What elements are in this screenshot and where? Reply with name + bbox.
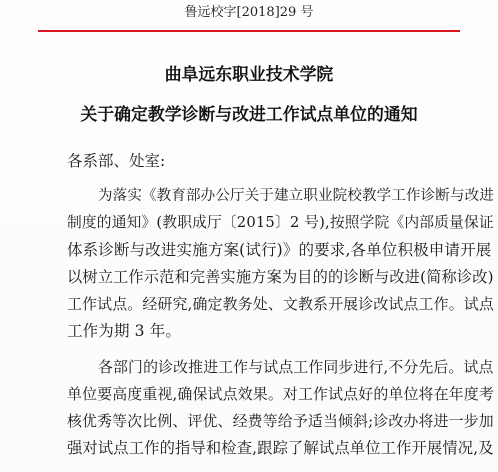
body-line: 为落实《教育部办公厅关于建立职业院校教学工作诊断与改进: [98, 188, 494, 204]
body-line: 体系诊断与改进实施方案(试行)》的要求,各单位积极申请开展: [67, 241, 492, 259]
body-line: 以树立工作示范和完善实施方案为目的的诊断与改进(简称诊改): [67, 268, 494, 286]
body-line: 强对试点工作的指导和检查,跟踪了解试点单位工作开展情况,及: [67, 439, 494, 457]
red-header-rule: [38, 30, 460, 32]
body-line: 工作为期 3 年。: [67, 322, 182, 340]
body-line: 工作试点。经研究,确定教务处、文教系开展诊改试点工作。试点: [67, 295, 494, 313]
body-line: 各部门的诊改推进工作与试点工作同步进行,不分先后。试点: [98, 358, 494, 376]
issuing-organization-title: 曲阜远东职业技术学院: [164, 64, 334, 84]
body-line: 核优秀等次比例、评优、经费等给予适当倾斜;诊改办将进一步加: [67, 412, 494, 430]
body-line: 单位要高度重视,确保试点效果。对工作试点好的单位将在年度考: [67, 385, 494, 403]
notice-title: 关于确定教学诊断与改进工作试点单位的通知: [80, 104, 418, 124]
document-number: 鲁远校字[2018]29 号: [184, 5, 314, 20]
body-line: 制度的通知》(教职成厅〔2015〕2 号),按照学院《内部质量保证: [67, 214, 494, 231]
salutation: 各系部、处室:: [67, 152, 166, 170]
